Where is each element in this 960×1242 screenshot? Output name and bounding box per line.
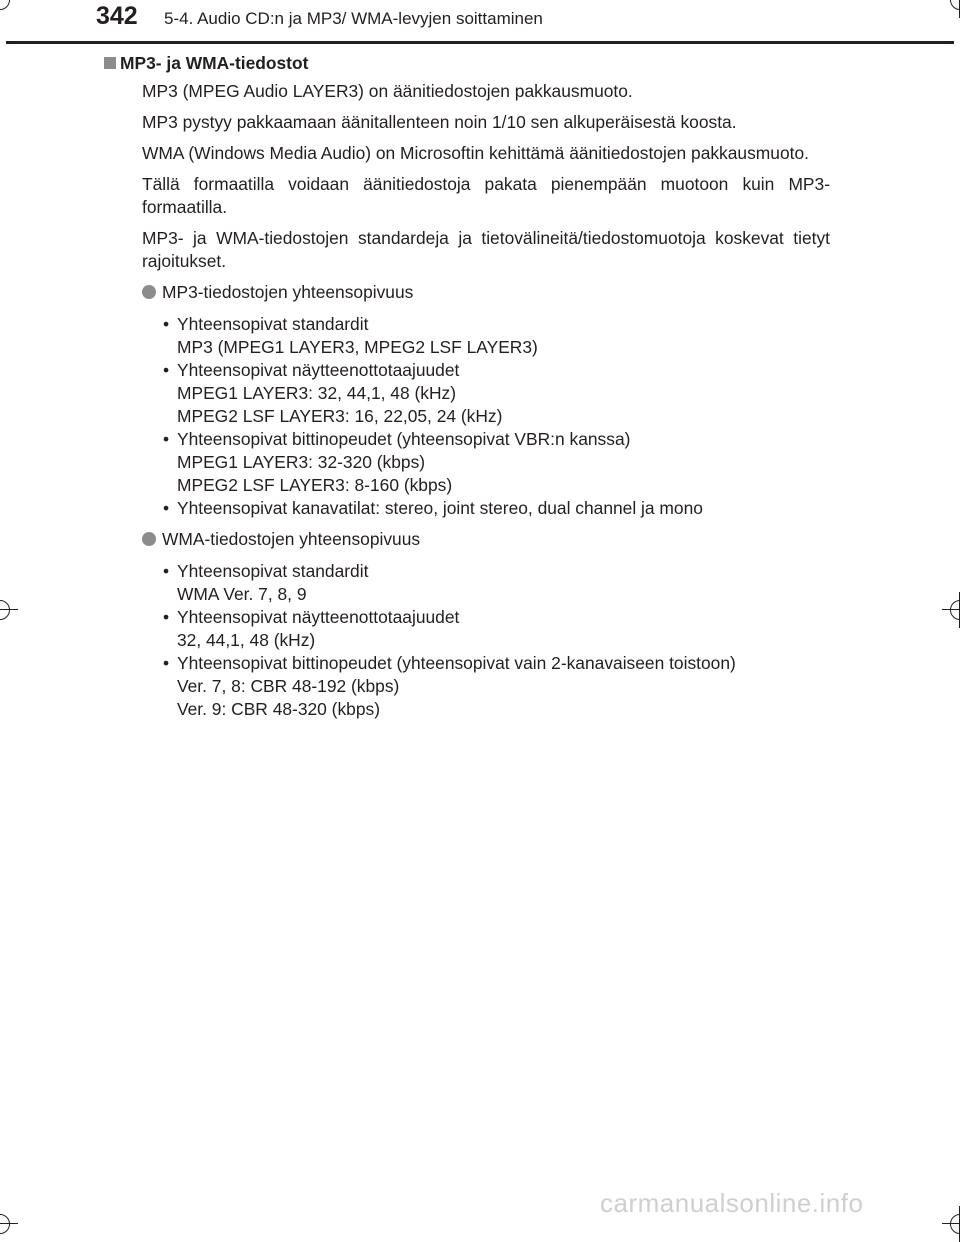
list-item xyxy=(163,606,830,652)
paragraph: MP3 (MPEG Audio LAYER3) on äänitiedostojen pakkausmuoto. xyxy=(142,81,633,101)
square-bullet-icon xyxy=(104,57,116,69)
bullet: • xyxy=(163,429,170,449)
header-rule xyxy=(6,41,954,44)
list-item-label: Yhteensopivat standardit xyxy=(177,314,369,334)
list-item-value: MPEG2 LSF LAYER3: 8-160 (kbps) xyxy=(177,475,453,495)
list-item-label: Yhteensopivat kanavatilat: stereo, joint stereo, dual channel ja mono xyxy=(177,498,703,518)
list-item-label: Yhteensopivat näytteenottotaajuudet xyxy=(177,360,460,380)
list-item xyxy=(163,313,830,359)
registration-mark-icon xyxy=(942,0,960,18)
bullet: • xyxy=(163,607,170,627)
list-item-value: 32, 44,1, 48 (kHz) xyxy=(177,630,316,650)
page-number: 342 xyxy=(96,2,138,30)
page-content xyxy=(120,52,830,729)
list-item xyxy=(163,560,830,606)
sub-heading-text: MP3-tiedostojen yhteensopivuus xyxy=(162,282,414,302)
registration-mark-icon xyxy=(0,1206,18,1242)
registration-mark-icon xyxy=(942,592,960,628)
list-item-value: Ver. 7, 8: CBR 48-192 (kbps) xyxy=(177,676,400,696)
bullet: • xyxy=(163,314,170,334)
list-item xyxy=(163,497,830,520)
circle-bullet-icon xyxy=(142,285,156,299)
list-item xyxy=(163,428,830,497)
mp3-compatibility-list xyxy=(163,313,830,520)
wma-compatibility-list xyxy=(163,560,830,721)
section-heading-text: MP3- ja WMA-tiedostot xyxy=(120,53,309,73)
registration-mark-icon xyxy=(942,1206,960,1242)
circle-bullet-icon xyxy=(142,532,156,546)
chapter-title: 5-4. Audio CD:n ja MP3/ WMA-levyjen soittaminen xyxy=(164,9,543,28)
list-item-value: MP3 (MPEG1 LAYER3, MPEG2 LSF LAYER3) xyxy=(177,337,538,357)
list-item xyxy=(163,359,830,428)
list-item-label: Yhteensopivat standardit xyxy=(177,561,369,581)
wma-compatibility-heading xyxy=(142,528,830,551)
list-item-label: Yhteensopivat näytteenottotaajuudet xyxy=(177,607,460,627)
watermark: carmanualsonline.info xyxy=(600,1188,864,1218)
paragraph: WMA (Windows Media Audio) on Microsoftin kehittämä äänitiedostojen pakkausmuoto. xyxy=(142,143,809,163)
paragraph: MP3- ja WMA-tiedostojen standardeja ja tietovälineitä/tiedostomuotoja koskevat tietyt rajoitukset. xyxy=(142,228,830,271)
bullet: • xyxy=(163,561,170,581)
list-item-value: Ver. 9: CBR 48-320 (kbps) xyxy=(177,699,380,719)
mp3-compatibility-heading xyxy=(142,281,830,304)
registration-mark-icon xyxy=(0,592,18,628)
list-item-value: MPEG1 LAYER3: 32-320 (kbps) xyxy=(177,452,426,472)
sub-heading-text: WMA-tiedostojen yhteensopivuus xyxy=(162,529,421,549)
paragraph: MP3 pystyy pakkaamaan äänitallenteen noin 1/10 sen alkuperäisestä koosta. xyxy=(142,112,737,132)
list-item xyxy=(163,652,830,721)
list-item-value: MPEG1 LAYER3: 32, 44,1, 48 (kHz) xyxy=(177,383,457,403)
bullet: • xyxy=(163,653,170,673)
list-item-label: Yhteensopivat bittinopeudet (yhteensopivat VBR:n kanssa) xyxy=(177,429,631,449)
page-header xyxy=(0,0,960,42)
list-item-label: Yhteensopivat bittinopeudet (yhteensopivat vain 2-kanavaiseen toistoon) xyxy=(177,653,736,673)
bullet: • xyxy=(163,498,170,518)
list-item-value: WMA Ver. 7, 8, 9 xyxy=(177,584,307,604)
section-heading xyxy=(98,52,830,75)
bullet: • xyxy=(163,360,170,380)
registration-mark-icon xyxy=(0,0,18,18)
list-item-value: MPEG2 LSF LAYER3: 16, 22,05, 24 (kHz) xyxy=(177,406,503,426)
paragraph: Tällä formaatilla voidaan äänitiedostoja pakata pienempään muotoon kuin MP3-formaatilla. xyxy=(142,174,830,217)
